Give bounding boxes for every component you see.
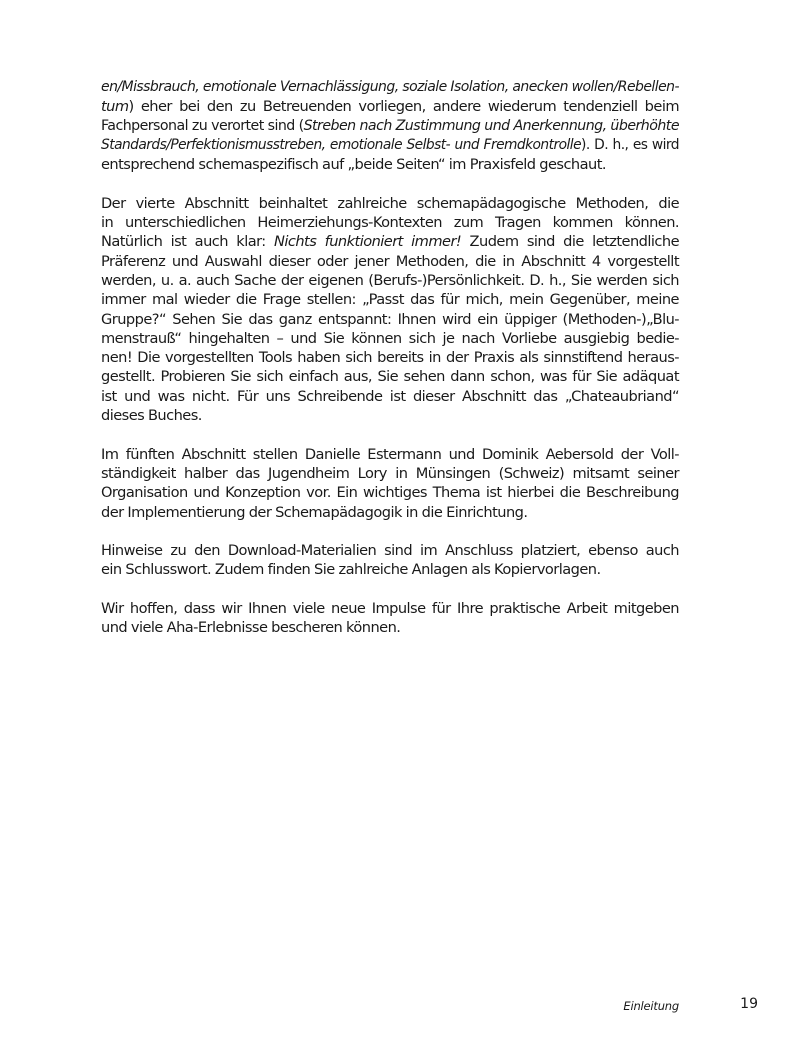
text-segment: der Implementierung der Schemapädagogik in die Einrichtung. [101, 503, 528, 521]
text-line [101, 155, 679, 174]
italic-text-segment: Nichts funktioniert immer! [274, 233, 462, 251]
text-segment: und viele Aha-Erlebnisse bescheren können. [101, 619, 401, 637]
text-segment: Natürlich ist auch klar: [101, 233, 275, 251]
text-segment: ein Schlusswort. Zudem finden Sie zahlreiche Anlagen als Kopiervorlagen. [101, 561, 601, 579]
text-line [101, 194, 679, 213]
text-line [101, 503, 679, 522]
text-segment: immer mal wieder die Frage stellen: „Passt das für mich, mein Gegenüber, meine [101, 291, 679, 309]
text-line [101, 213, 679, 232]
text-segment: entsprechend schemaspezifisch auf „beide Seiten“ im Praxisfeld geschaut. [101, 156, 606, 174]
text-segment: ständigkeit halber das Jugendheim Lory in Münsingen (Schweiz) mitsamt seiner [101, 464, 679, 482]
paragraph [101, 78, 679, 174]
paragraph-gap [101, 522, 679, 541]
text-line [101, 117, 679, 136]
text-line [101, 406, 679, 425]
text-line [101, 290, 679, 309]
paragraph-gap [101, 425, 679, 444]
text-segment: in unterschiedlichen Heimerziehungs-Kontexten zum Tragen kommen können. [101, 214, 679, 232]
italic-text-segment: Streben nach Zustimmung und Anerkennung, überhöhte [303, 117, 679, 134]
text-segment: Der vierte Abschnitt beinhaltet zahlreiche schemapädagogische Methoden, die [101, 194, 679, 212]
text-segment: menstrauß“ hingehalten – und Sie können sich je nach Vorliebe ausgiebig bedie- [101, 329, 679, 347]
text-segment: werden, u. a. auch Sache der eigenen (Berufs-)Persönlichkeit. D. h., Sie werden sich [101, 271, 679, 289]
text-segment: Zudem sind die letztendliche [461, 233, 680, 251]
text-line [101, 136, 679, 155]
text-segment: Gruppe?“ Sehen Sie das ganz entspannt: Ihnen wird ein üppiger (Methoden-)„Blu- [101, 310, 679, 328]
italic-text-segment: Standards/Perfektionismusstreben, emotionale Selbst- und Fremdkontrolle [101, 136, 582, 153]
text-line [101, 541, 679, 560]
text-segment: dieses Buches. [101, 407, 202, 425]
text-line [101, 271, 679, 290]
text-segment: Wir hoffen, dass wir Ihnen viele neue Impulse für Ihre praktische Arbeit mitgeben [101, 600, 679, 618]
paragraph [101, 599, 679, 638]
text-line [101, 618, 679, 637]
page-number: 19 [740, 996, 758, 1012]
paragraph-gap [101, 580, 679, 599]
text-segment: Im fünften Abschnitt stellen Danielle Estermann und Dominik Aebersold der Voll- [101, 445, 679, 463]
text-segment: nen! Die vorgestellten Tools haben sich bereits in der Praxis als sinnstiftend heraus- [101, 349, 679, 367]
text-segment: Organisation und Konzeption vor. Ein wichtiges Thema ist hierbei die Beschreibung [101, 484, 679, 502]
paragraph [101, 445, 679, 522]
paragraph-gap [101, 174, 679, 193]
paragraph [101, 194, 679, 426]
text-line [101, 232, 679, 251]
italic-text-segment: en/Missbrauch, emotionale Vernachlässigung, soziale Isolation, anecken wollen/Rebellen- [101, 79, 679, 95]
text-line [101, 97, 679, 116]
text-segment: Fachpersonal zu verortet sind ( [101, 117, 304, 134]
body-text [101, 78, 679, 638]
text-segment: gestellt. Probieren Sie sich einfach aus, Sie sehen dann schon, was für Sie adäquat [101, 368, 679, 386]
italic-text-segment: tum [101, 98, 129, 116]
text-line [101, 367, 679, 386]
text-line [101, 445, 679, 464]
text-line [101, 78, 679, 97]
text-line [101, 348, 679, 367]
text-segment: ist und was nicht. Für uns Schreibende ist dieser Abschnitt das „Chateaubriand“ [101, 387, 679, 405]
text-line [101, 387, 679, 406]
text-line [101, 599, 679, 618]
text-line [101, 483, 679, 502]
text-line [101, 310, 679, 329]
text-segment: ). D. h., es wird [581, 136, 679, 153]
text-segment: Präferenz und Auswahl dieser oder jener Methoden, die in Abschnitt 4 vorgestellt [101, 252, 679, 270]
text-segment: ) eher bei den zu Betreuenden vorliegen, andere wiederum tendenziell beim [128, 98, 679, 116]
paragraph [101, 541, 679, 580]
text-line [101, 252, 679, 271]
text-line [101, 329, 679, 348]
text-line [101, 560, 679, 579]
text-segment: Hinweise zu den Download-Materialien sind im Anschluss platziert, ebenso auch [101, 542, 679, 560]
text-line [101, 464, 679, 483]
running-title: Einleitung [623, 999, 679, 1013]
